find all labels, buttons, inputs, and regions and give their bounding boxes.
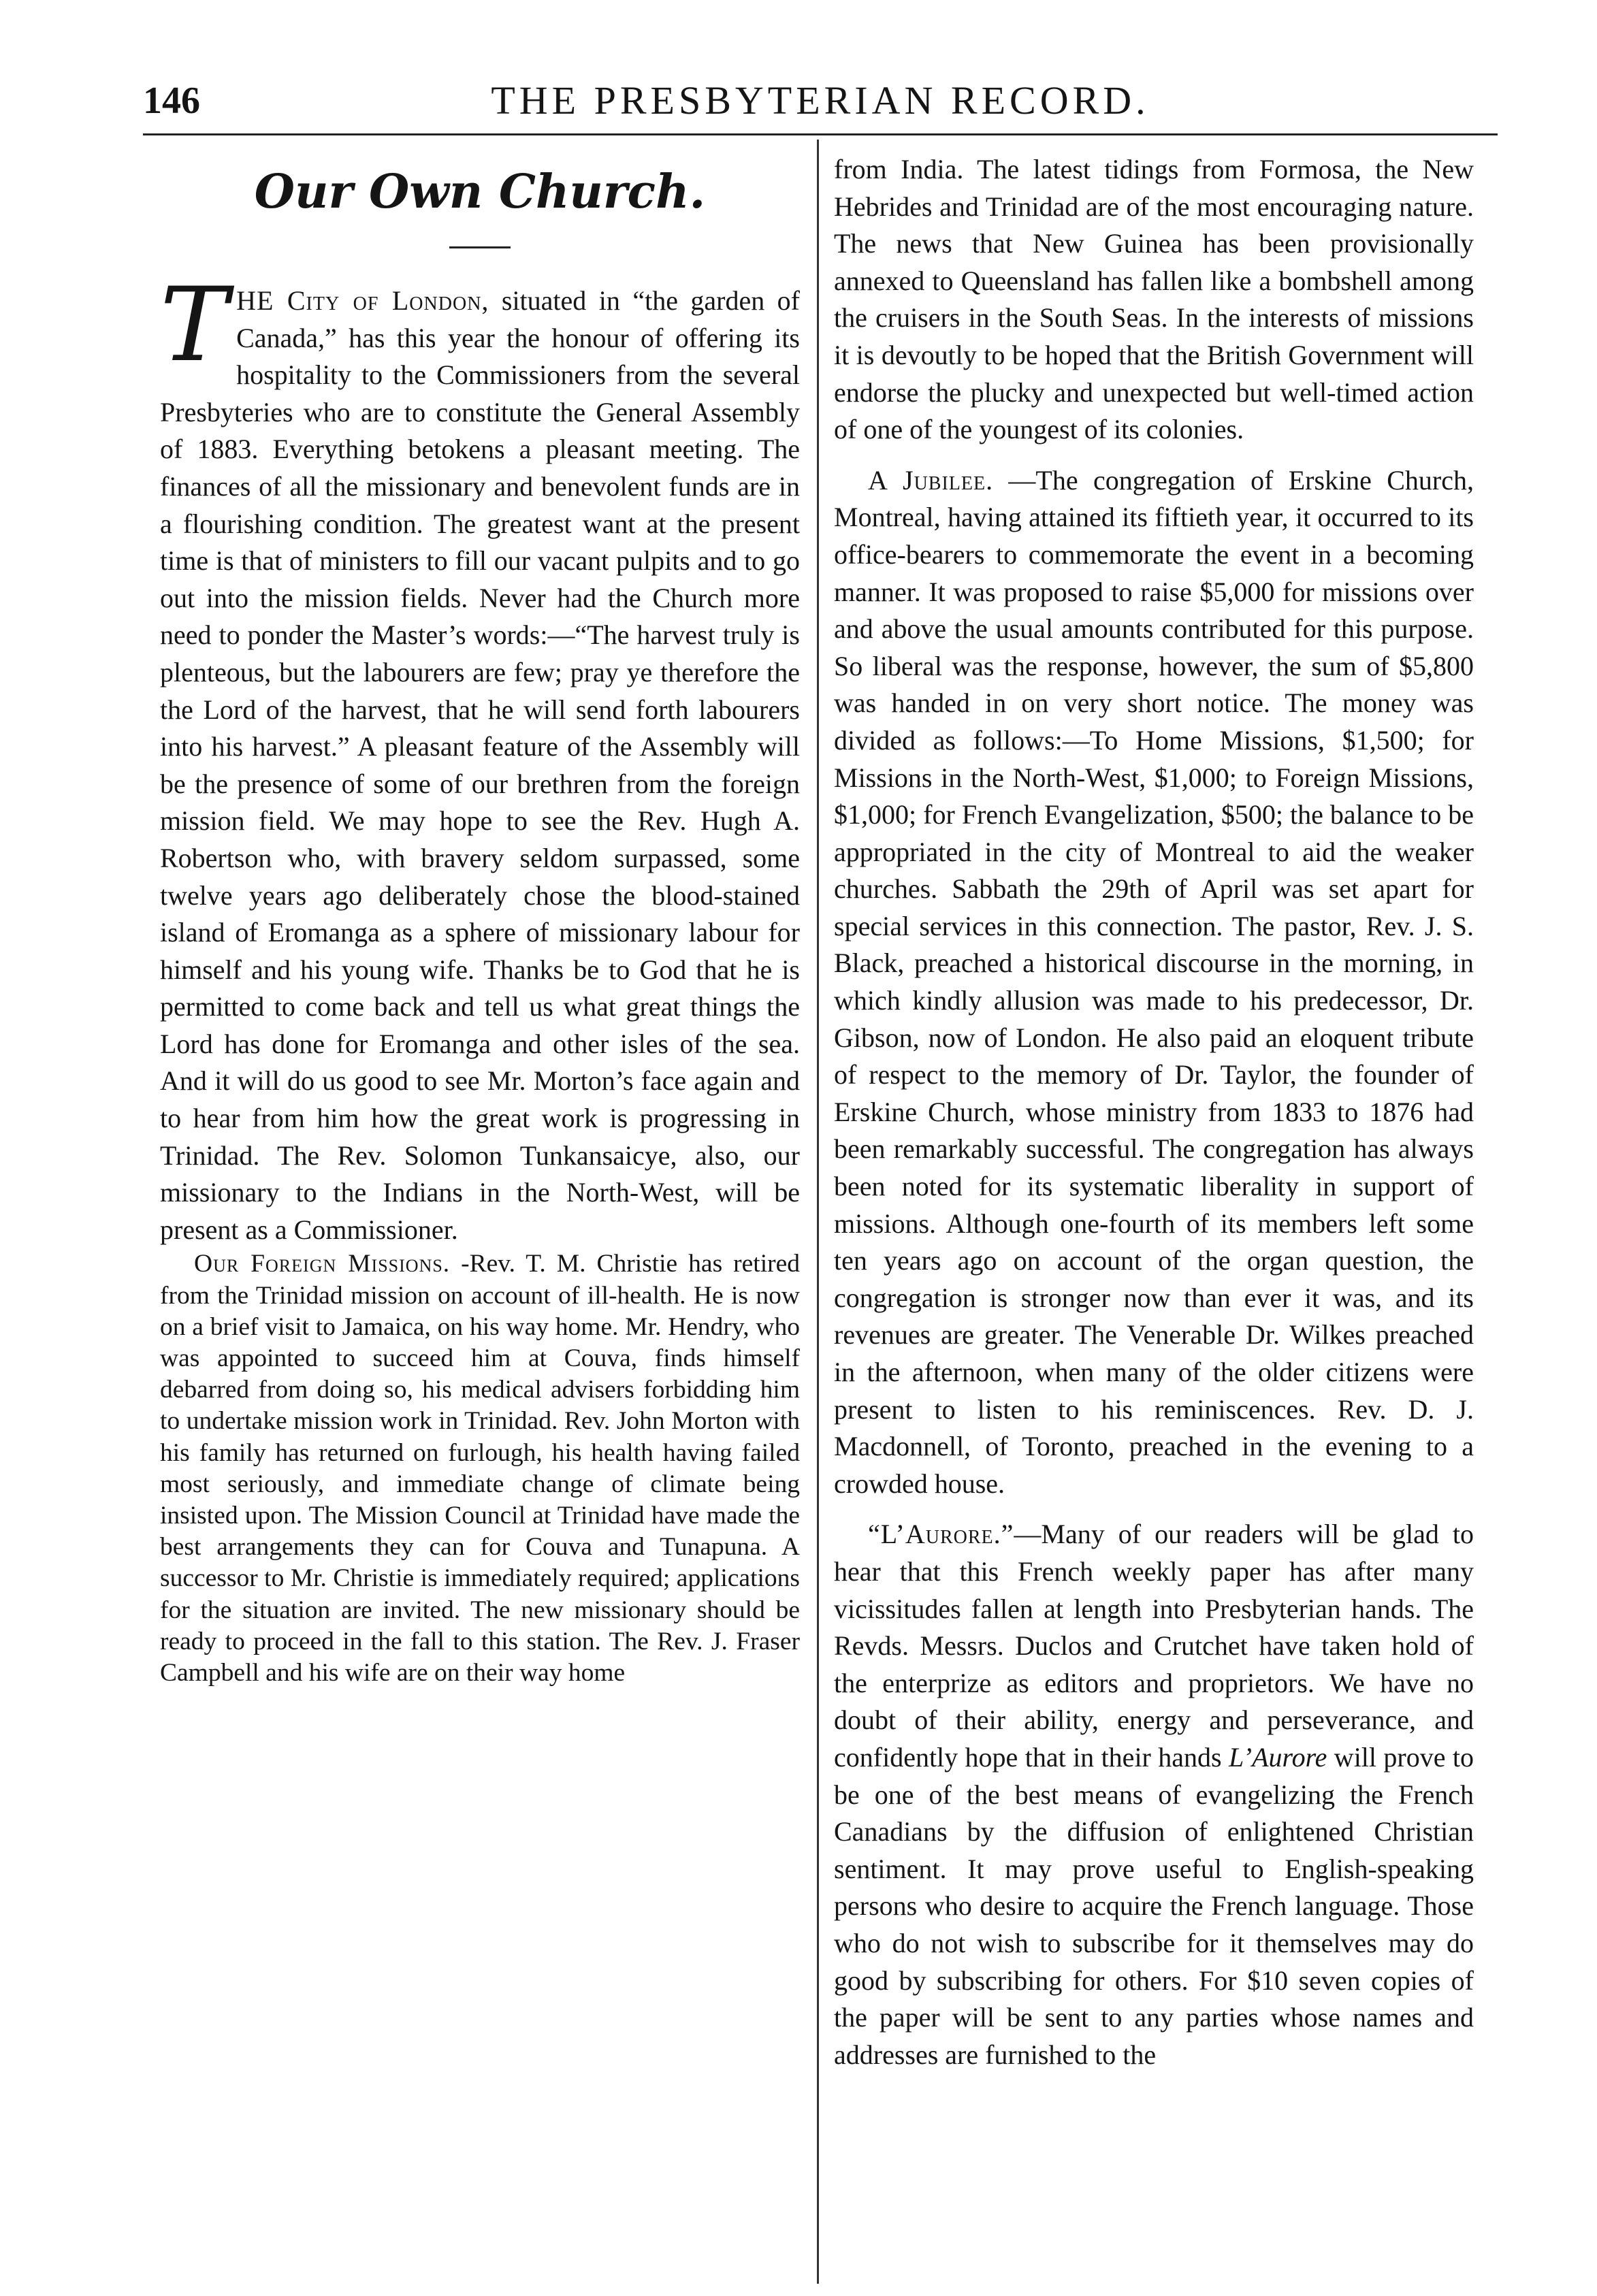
- header-rule: [143, 133, 1498, 135]
- paragraph-italic: L’Aurore: [1228, 1741, 1327, 1773]
- paragraph-continued: from India. The latest tidings from Formosa, the New Hebrides and Trinidad are of the most encouraging nature. The news that New Guinea has been provisionally annexed to Queensland has fallen like a bombshell among the cruisers in the South Seas. In the interests of missions it is devoutly to be hoped that the British Government will endorse the plucky and unexpected but well-timed action of one of the youngest of its colonies.: [834, 154, 1474, 445]
- paragraph-jubilee: [834, 462, 1474, 1503]
- drop-cap: T: [160, 266, 229, 385]
- paragraph-lead: A Jubilee.: [868, 464, 994, 496]
- right-column: [834, 151, 1474, 2282]
- page-header: [143, 74, 1498, 128]
- heading-rule: [449, 246, 511, 248]
- paragraph-foreign-missions: [160, 1248, 800, 1689]
- page-number: 146: [143, 80, 200, 122]
- paragraph-city-of-london: [160, 266, 800, 1248]
- paragraph-lead: “L’Aurore.”: [868, 1519, 1014, 1550]
- paragraph-laurore: [834, 1516, 1474, 2073]
- left-column: [160, 151, 800, 2282]
- paragraph-text: will prove to be one of the best means of evangelizing the French Canadians by the diffusion of enlightened Christian sentiment. It may prove useful to English-speaking persons who desire to acquire the French language. Those who do not wish to subscribe for it themselves may do good by subscribing for others. For $10 seven copies of the paper will be sent to any parties whose names and addresses are furnished to the: [834, 1741, 1474, 2070]
- paragraph-lead: HE City of London,: [236, 285, 489, 316]
- paragraph-text: situated in “the garden of Canada,” has this year the honour of offering its hospitality to the Commissioners from the several Presbyteries who are to constitute the General Assembly of 1883. Everything betokens a pleasant meeting. The finances of all the missionary and benevolent funds are in a flourishing condition. The greatest want at the present time is that of ministers to fill our vacant pulpits and to go out into the mission fields. Never had the Church more need to ponder the Master’s words:—“The harvest truly is plenteous, but the labourers are few; pray ye therefore the the Lord of the harvest, that he will send forth labourers into his harvest.” A pleasant feature of the Assembly will be the presence of some of our brethren from the foreign mission field. We may hope to see the Rev. Hugh A. Robertson who, with bravery seldom surpassed, some twelve years ago deliberately chose the blood-stained island of Eromanga as a sphere of missionary labour for himself and his young wife. Thanks be to God that he is permitted to come back and tell us what great things the Lord has done for Eromanga and other isles of the sea. And it will do us good to see Mr. Morton’s face again and to hear from him how the great work is progressing in Trinidad. The Rev. Solomon Tunkansaicye, also, our missionary to the Indians in the North-West, will be present as a Commissioner.: [160, 285, 800, 1245]
- running-title: THE PRESBYTERIAN RECORD.: [491, 78, 1150, 123]
- paragraph-text: -Rev. T. M. Christie has retired from the Trinidad mission on account of ill-health. He is now on a brief visit to Jamaica, on his way home. Mr. Hendry, who was appointed to succeed him at Couva, finds himself debarred from doing so, his medical advisers forbidding him to undertake mission work in Trinidad. Rev. John Morton with his family has returned on furlough, his health having failed most seriously, and immediate change of climate being insisted upon. The Mission Council at Trinidad have made the best arrangements they can for Couva and Tunapuna. A successor to Mr. Christie is immediately required; applications for the situation are invited. The new missionary should be ready to proceed in the fall to this station. The Rev. J. Fraser Campbell and his wife are on their way home: [160, 1250, 800, 1687]
- column-rule: [817, 140, 819, 2284]
- small-type-block: [160, 1248, 800, 1689]
- paragraph-lead: Our Foreign Missions.: [194, 1250, 451, 1278]
- section-heading: Our Own Church.: [254, 165, 706, 219]
- paragraph-text: —The congregation of Erskine Church, Montreal, having attained its fiftieth year, it occurred to its office-bearers to commemorate the event in a becoming manner. It was proposed to raise $5,000 for missions over and above the usual amounts contributed for this purpose. So liberal was the response, however, the sum of $5,800 was handed in on very short notice. The money was divided as follows:—To Home Missions, $1,500; for Missions in the North-West, $1,000; to Foreign Missions, $1,000; for French Evangelization, $500; the balance to be appropriated in the city of Montreal to aid the weaker churches. Sabbath the 29th of April was set apart for special services in this connection. The pastor, Rev. J. S. Black, preached a historical discourse in the morning, in which kindly allusion was made to his predecessor, Dr. Gibson, now of London. He also paid an eloquent tribute of respect to the memory of Dr. Taylor, the founder of Erskine Church, whose ministry from 1833 to 1876 had been remarkably successful. The congregation has always been noted for its systematic liberality in support of missions. Although one-fourth of its members left some ten years ago on account of the organ question, the congregation is stronger now than ever it was, and its revenues are greater. The Venerable Dr. Wilkes preached in the afternoon, when many of the older citizens were present to listen to his reminiscences. Rev. D. J. Macdonnell, of Toronto, preached in the evening to a crowded house.: [834, 464, 1474, 1499]
- paragraph-text: —Many of our readers will be glad to hear that this French weekly paper has after many vicissitudes fallen at length into Presbyterian hands. The Revds. Messrs. Duclos and Crutchet have taken hold of the enterprize as editors and proprietors. We have no doubt of their ability, energy and perseverance, and confidently hope that in their hands: [834, 1519, 1474, 1773]
